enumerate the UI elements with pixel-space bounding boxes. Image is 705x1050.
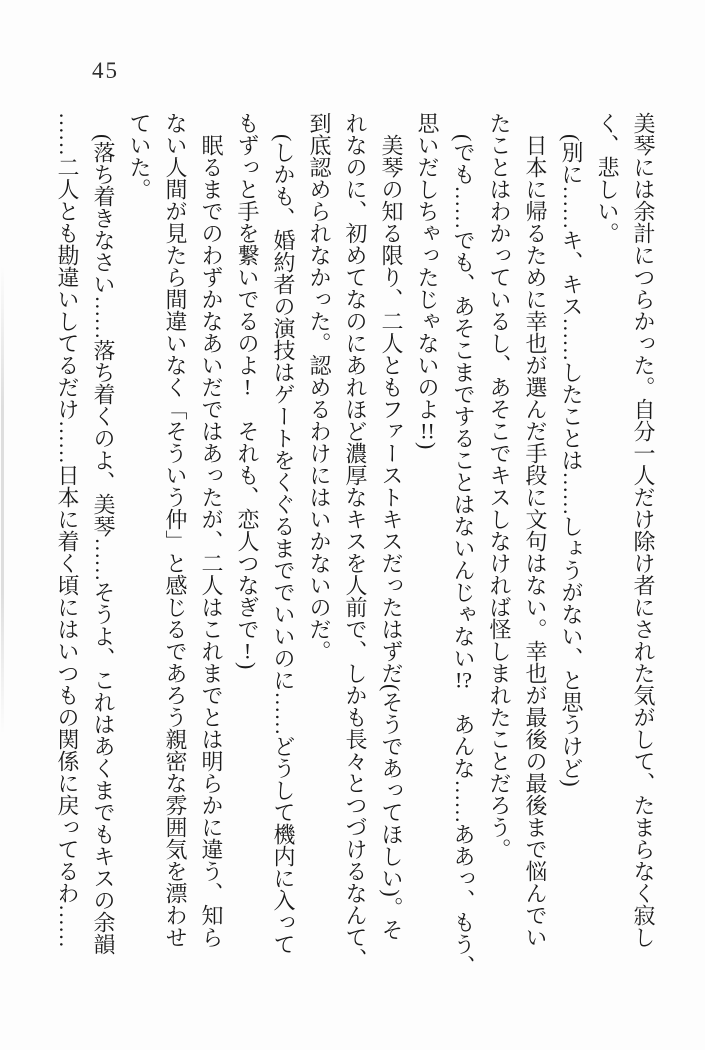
body-text (49, 112, 661, 1004)
tcy-punctuation: ! (243, 376, 252, 398)
text-column-6: (でも……でも、あそこまですることはないんじゃない!? あんな……ああっ、もう、 (451, 134, 476, 978)
text-column-8: 美琴の知る限り、二人ともファーストキスだったはずだ(そうであってほしい)。そ (379, 134, 404, 941)
text-column-16: (落ち着きなさい……落ち着くのよ、美琴……そうよ、これはあくまでもキスの余韻 (91, 134, 116, 956)
text-column-7: 思いだしちゃったじゃないのよ!!) (415, 112, 440, 450)
text-column-5: たことはわかっているし、あそこでキスしなければ怪しまれたことだろう。 (487, 112, 512, 860)
text-column-10: 到底認められなかった。認めるわけにはいかないのだ。 (307, 112, 332, 662)
page-number: 45 (92, 58, 119, 83)
text-column-17: ……二人とも勘違いしてるだけ……日本に着く頃にはいつもの関係に戻ってるわ…… (55, 112, 80, 948)
tcy-punctuation: ! (243, 640, 252, 662)
text-column-15: ていた。 (127, 112, 152, 200)
text-column-1: 美琴には余計につらかった。自分一人だけ除け者にされた気がして、たまらなく寂し (631, 112, 656, 948)
text-column-3: (別に……キ、キス……したことは……しょうがない、と思うけど) (559, 134, 584, 787)
tcy-punctuation: !? (454, 669, 473, 692)
text-column-13: 眠るまでのわずかなあいだではあったが、二人はこれまでとは明らかに違う、知ら (199, 134, 224, 948)
text-column-12: もずっと手を繋いでるのよ! それも、恋人つなぎで!) (235, 112, 260, 670)
text-column-11: (しかも、婚約者の演技はゲートをくぐるまででいいのに……どうして機内に入って (271, 134, 296, 956)
text-column-9: れなのに、初めてなのにあれほど濃厚なキスを人前で、しかも長々とつづけるなんて、 (343, 112, 368, 970)
tcy-punctuation: !! (420, 420, 435, 442)
page-edge-shadow (1, 265, 4, 735)
text-column-2: く、悲しい。 (595, 112, 620, 244)
text-column-4: 日本に帰るために幸也が選んだ手段に文句はない。幸也が最後の最後まで悩んでい (523, 134, 548, 948)
text-column-14: ない人間が見たら間違いなく「そういう仲」と感じるであろう親密な雰囲気を漂わせ (163, 112, 188, 948)
